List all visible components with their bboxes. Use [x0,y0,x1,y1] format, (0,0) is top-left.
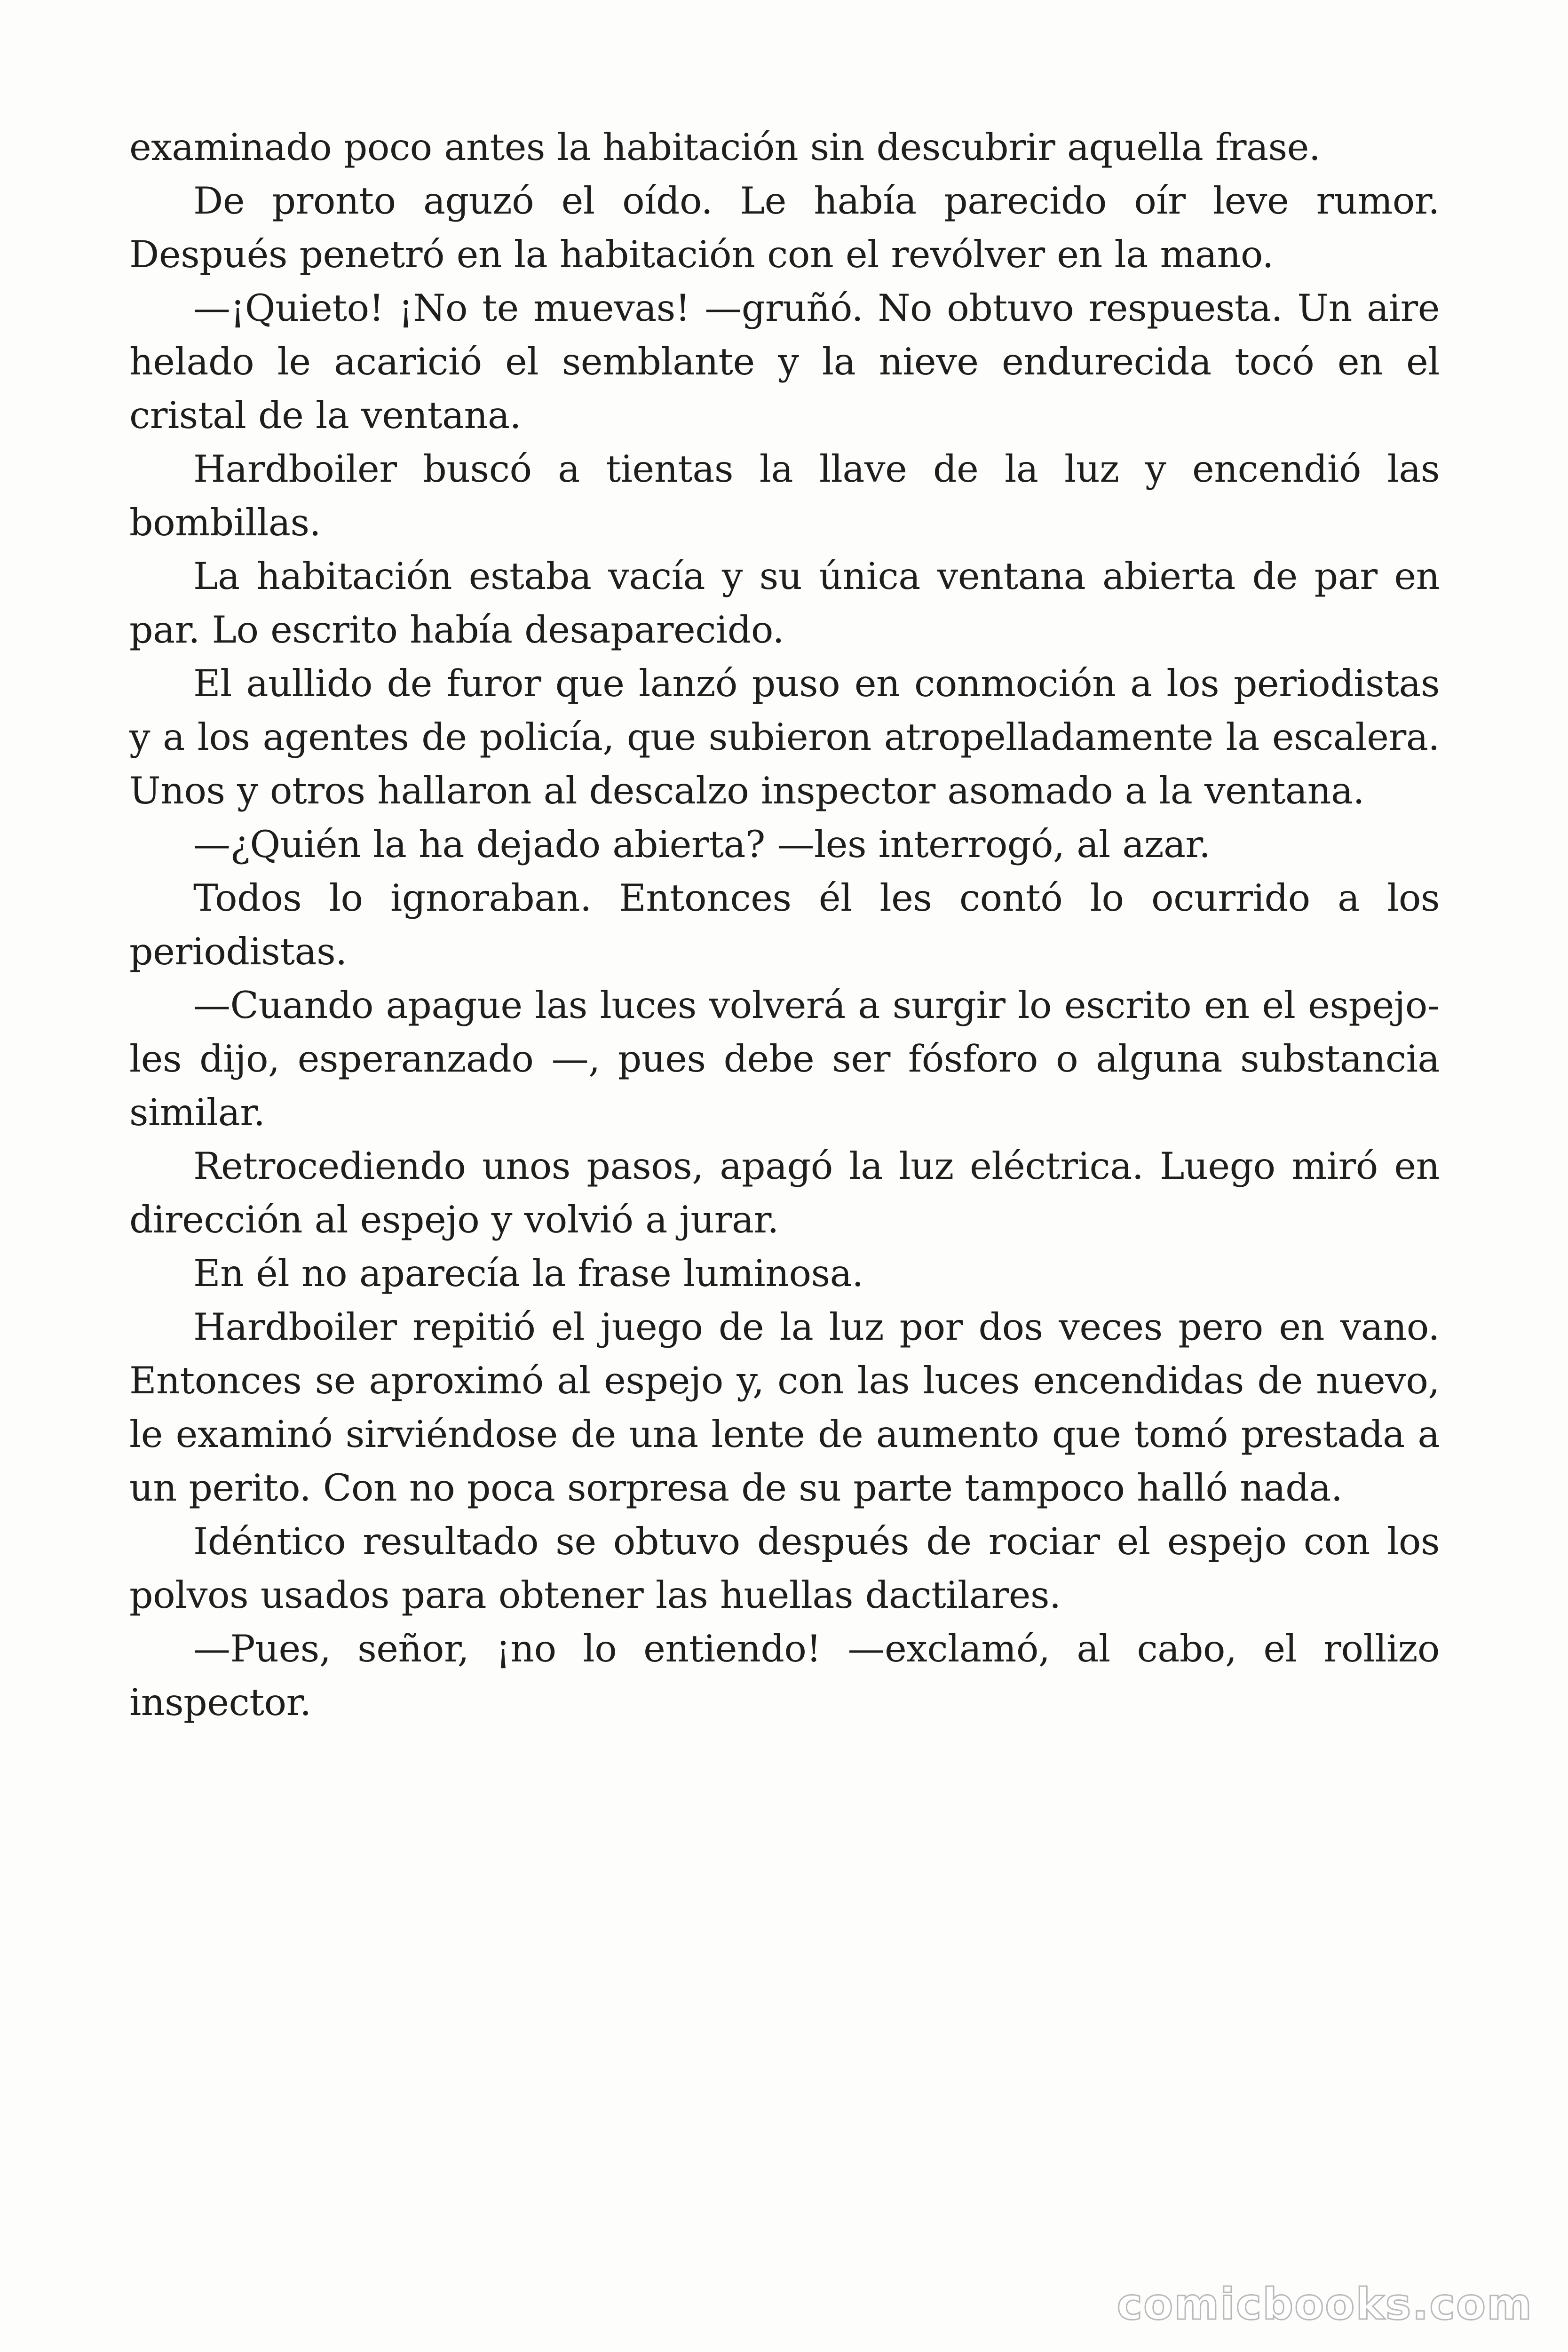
paragraph: La habitación estaba vacía y su única ventana abierta de par en par. Lo escrito había desaparecido. [129,555,1440,652]
paragraph: Hardboiler repitió el juego de la luz por dos veces pero en vano. Entonces se aproximó al espejo y, con las luces encendidas de nuevo, le examinó sirviéndose de una lente de aumento que tomó prestada a un perito. Con no poca sorpresa de su parte tampoco halló nada. [129,1305,1440,1510]
paragraph: En él no aparecía la frase luminosa. [193,1252,863,1295]
paragraph: —¿Quién la ha dejado abierta? —les interrogó, al azar. [193,823,1211,866]
page-text [129,120,1440,1729]
paragraph: Retrocediendo unos pasos, apagó la luz eléctrica. Luego miró en dirección al espejo y volvió a jurar. [129,1144,1440,1241]
paragraph: Idéntico resultado se obtuvo después de rociar el espejo con los polvos usados para obtener las huellas dactilares. [129,1520,1440,1617]
paragraph: examinado poco antes la habitación sin descubrir aquella frase. [129,126,1321,169]
paragraph: Hardboiler buscó a tientas la llave de la luz y encendió las bombillas. [129,447,1440,544]
paragraph: —Pues, señor, ¡no lo entiendo! —exclamó, al cabo, el rollizo inspector. [129,1627,1440,1724]
watermark: comicbooks.com [1117,2279,1533,2329]
paragraph: De pronto aguzó el oído. Le había parecido oír leve rumor. Después penetró en la habitación con el revólver en la mano. [129,179,1440,276]
paragraph: —¡Quieto! ¡No te muevas! —gruñó. No obtuvo respuesta. Un aire helado le acarició el semblante y la nieve endurecida tocó en el cristal de la ventana. [129,286,1440,437]
paragraph: —Cuando apague las luces volverá a surgir lo escrito en el espejo-les dijo, esperanzado —, pues debe ser fósforo o alguna substancia similar. [129,984,1440,1134]
paragraph: Todos lo ignoraban. Entonces él les contó lo ocurrido a los periodistas. [129,876,1440,973]
paragraph: El aullido de furor que lanzó puso en conmoción a los periodistas y a los agentes de policía, que subieron atropelladamente la escalera. Unos y otros hallaron al descalzo inspector asomado a la ventana. [129,662,1440,812]
